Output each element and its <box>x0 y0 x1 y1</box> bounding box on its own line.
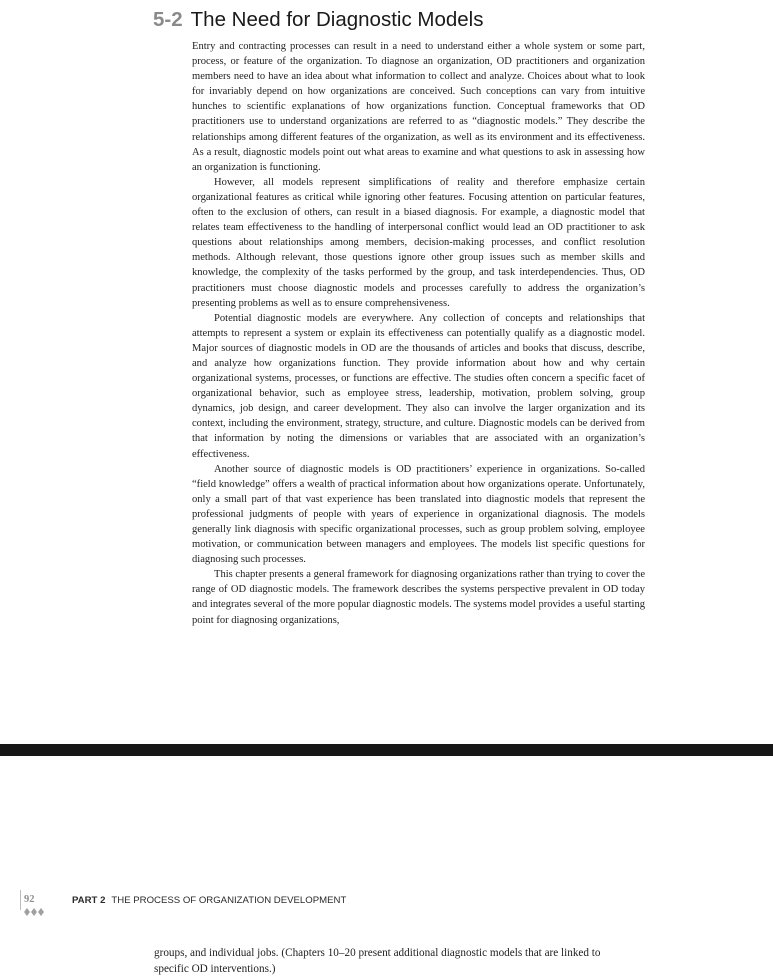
paragraph-5: This chapter presents a general framework for diagnosing organizations rather than trying to cover the range of OD diagnostic models. The framework describes the systems perspective prevalent in OD today and integrates several of the more popular diagnostic models. The systems model provides a useful starting point for diagnosing organizations, <box>192 569 645 626</box>
paragraph-1: Entry and contracting processes can result in a need to understand either a whole system or some part, process, or feature of the organization. To diagnose an organization, OD practitioners and organization members need to have an idea about what information to collect and analyze. Choices about what to look for invariably depend on how organizations are conceived. Such conceptions can vary from intuitive hunches to scientific explanations of how organizations function. Conceptual frameworks that OD practitioners use to understand organizations are referred to as “diagnostic models.” They describe the relationships among different features of the organization, as well as its environment and its effectiveness. As a result, diagnostic models point out what areas to examine and what questions to ask in assessing how an organization is functioning. <box>192 41 645 173</box>
continuation-text <box>154 946 624 977</box>
page-divider-bar <box>0 744 773 756</box>
diamond-dots-icon <box>24 908 44 916</box>
folio <box>0 890 44 920</box>
section-title: The Need for Diagnostic Models <box>190 8 484 31</box>
paragraph-3: Potential diagnostic models are everywhere. Any collection of concepts and relationships that attempts to represent a system or explain its effectiveness can potentially qualify as a diagnostic model. Major sources of diagnostic models in OD are the thousands of articles and books that discuss, describe, and analyze how organizations function. They provide information about how and why certain organizational systems, processes, or functions are effective. The studies often concern a specific facet of organizational behavior, such as employee stress, leadership, motivation, problem solving, group dynamics, job design, and career development. They also can involve the larger organization and its context, including the environment, strategy, structure, and culture. Diagnostic models can be derived from that information by noting the dimensions or variables that are associated with an organization’s effectiveness. <box>192 312 645 460</box>
part-label: PART 2 <box>72 895 106 906</box>
folio-rule <box>20 890 21 910</box>
running-head <box>72 895 346 906</box>
paragraph-2: However, all models represent simplifications of reality and therefore emphasize certain organizational features as critical while ignoring other features. Focusing attention on particular features, often to the exclusion of others, can result in a biased diagnosis. For example, a diagnostic model that relates team effectiveness to the handling of interpersonal conflict would lead an OD practitioner to ask questions about relationships among members, decision-making processes, and conflict resolution methods. Although relevant, those questions ignore other group issues such as member skills and knowledge, the complexity of the tasks performed by the group, and task interdependencies. Thus, OD practitioners must choose diagnostic models and processes carefully to address the organization’s presenting problems as well as to ensure comprehensiveness. <box>192 176 645 309</box>
part-title: THE PROCESS OF ORGANIZATION DEVELOPMENT <box>111 895 347 906</box>
body-text <box>192 39 645 628</box>
page-number: 92 <box>24 894 35 905</box>
section-number: 5-2 <box>153 8 183 31</box>
section-heading <box>153 8 483 32</box>
continuation-paragraph: groups, and individual jobs. (Chapters 10–20 present additional diagnostic models that are linked to specific OD interventions.) <box>154 947 601 975</box>
paragraph-4: Another source of diagnostic models is OD practitioners’ experience in organizations. So-called “field knowledge” offers a wealth of practical information about how organizations operate. Unfortunately, only a small part of that vast experience has been translated into diagnostic models that represent the professional judgments of people with years of experience in organizational diagnosis. The models generally link diagnosis with specific organizational processes, such as group problem solving, employee motivation, or communication between managers and employees. The models list specific questions for diagnosing such processes. <box>192 463 645 566</box>
